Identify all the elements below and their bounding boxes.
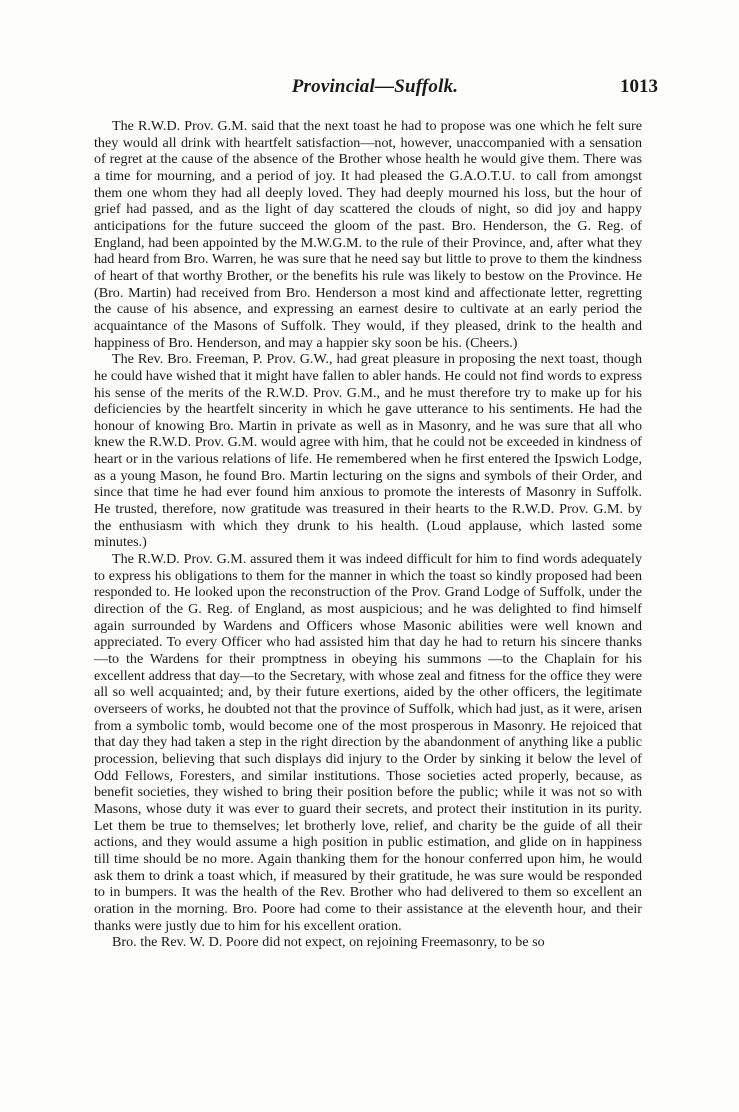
page-header (92, 76, 658, 106)
body-text (94, 118, 642, 951)
paragraph-freeman-toast: The Rev. Bro. Freeman, P. Prov. G.W., had great pleasure in proposing the next toast, though he could have wished that it might have fallen to abler hands. He could not find words to express his sense of the merits of the R.W.D. Prov. G.M., and he must therefore try to make up for his deficiencies by the heartfelt sincerity in which he gave utterance to his sentiments. He had the honour of knowing Bro. Martin in private as well as in Masonry, and he was sure that all who knew the R.W.D. Prov. G.M. would agree with him, that he could not be exceeded in kindness of heart or in the various relations of life. He remembered when he first entered the Ipswich Lodge, as a young Mason, he found Bro. Martin lecturing on the signs and symbols of their Order, and since that time he had ever found him anxious to promote the interests of Masonry in Suffolk. He trusted, therefore, now gratitude was treasured in their hearts to the R.W.D. Prov. G.M. by the enthusiasm with which they drunk to his health. (Loud applause, which lasted some minutes.) (94, 351, 642, 551)
paragraph-poore-reply: Bro. the Rev. W. D. Poore did not expect, on rejoining Freemasonry, to be so (112, 934, 545, 951)
paragraph-prov-gm-reply: The R.W.D. Prov. G.M. assured them it was indeed difficult for him to find words adequately to express his obligations to them for the manner in which the toast so kindly proposed had been responded to. He looked upon the reconstruction of the Prov. Grand Lodge of Suffolk, under the direction of the G. Reg. of England, as most auspicious; and he was delighted to find himself again surrounded by Wardens and Officers whose Masonic abilities were well known and appreciated. To every Officer who had assisted him that day he had to return his sincere thanks—to the Wardens for their promptness in obeying his summons —to the Chaplain for his excellent address that day—to the Secretary, with whose zeal and fitness for the office they were all so well acquainted; and, by their future exertions, aided by the other officers, the legitimate overseers of works, he doubted not that the province of Suffolk, which had just, as it were, arisen from a symbolic tomb, would become one of the most prosperous in Masonry. He rejoiced that that day they had taken a step in the right direction by the abandonment of anything like a public procession, believing that such displays did injury to the Order by sinking it below the level of Odd Fellows, Foresters, and similar institutions. Those societies acted properly, because, as benefit societies, they wished to bring their position before the public; while it was not so with Masons, whose duty it was ever to guard their secrets, and protect their institution in its purity. Let them be true to themselves; let brotherly love, relief, and charity be the guide of all their actions, and they would assume a high position in public estimation, and glide on in happiness till time should be no more. Again thanking them for the honour conferred upon him, he would ask them to drink a toast which, if measured by their gratitude, he was sure would be responded to in bumpers. It was the health of the Rev. Brother who had delivered to them so excellent an oration in the morning. Bro. Poore had come to their assistance at the eleventh hour, and their thanks were justly due to him for his excellent oration. (94, 551, 642, 934)
paragraph-toast-henderson: The R.W.D. Prov. G.M. said that the next toast he had to propose was one which he felt sure they would all drink with heartfelt satisfaction—not, however, unaccompanied with a sensation of regret at the cause of the absence of the Brother whose health he would give them. There was a time for mourning, and a period of joy. It had pleased the G.A.O.T.U. to call from amongst them one whom they had all deeply loved. They had deeply mourned his loss, but the hour of grief had passed, and as the light of day scattered the clouds of night, so did joy and happy anticipations for the future succeed the gloom of the past. Bro. Henderson, the G. Reg. of England, had been appointed by the M.W.G.M. to the rule of their Province, and, after what they had heard from Bro. Warren, he was sure that he need say but little to prove to them the kindness of heart of that worthy Brother, or the benefits his rule was likely to bestow on the Province. He (Bro. Martin) had received from Bro. Henderson a most kind and affectionate letter, regretting the cause of his absence, and expressing an earnest desire to cultivate at an early period the acquaintance of the Masons of Suffolk. They would, if they pleased, drink to the health and happiness of Bro. Henderson, and may a happier sky soon be his. (Cheers.) (94, 118, 642, 351)
page-number: 1013 (620, 76, 658, 97)
running-head: Provincial—Suffolk. (291, 76, 459, 97)
